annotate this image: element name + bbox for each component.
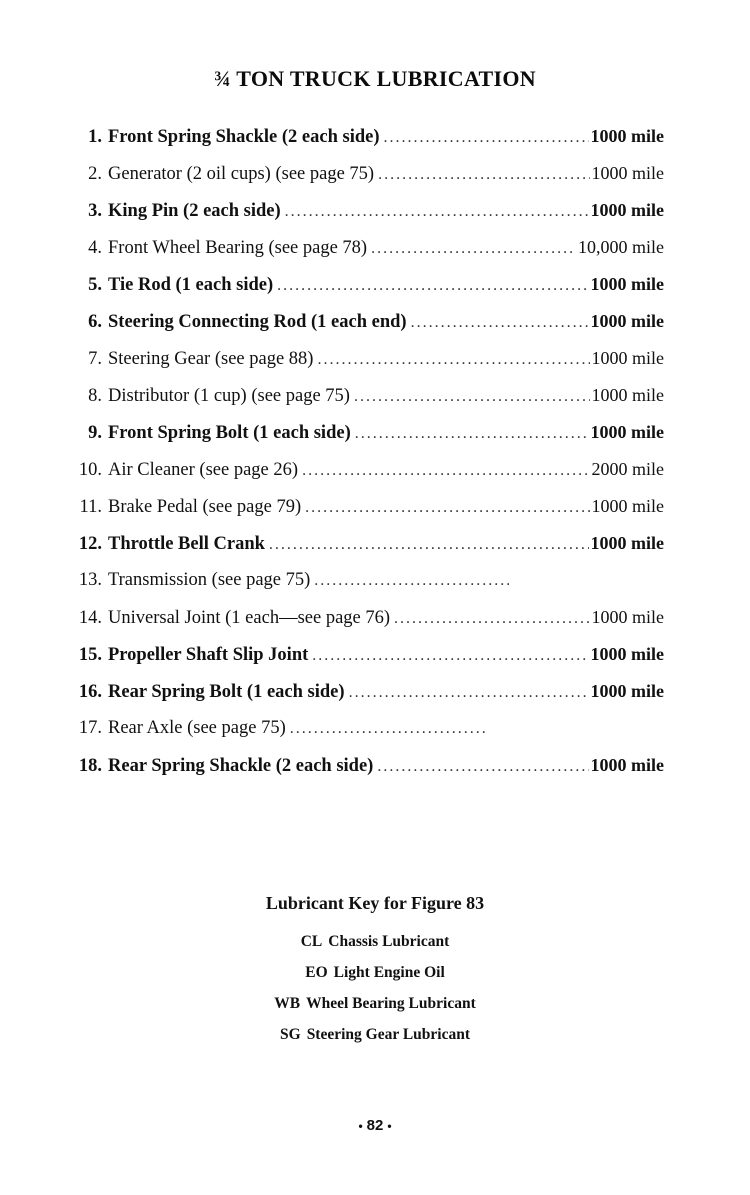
- item-number: 14.: [78, 608, 102, 628]
- key-label: Chassis Lubricant: [328, 933, 450, 950]
- key-entry: [0, 1019, 750, 1050]
- dot-leader: [355, 415, 589, 452]
- dot-leader: [384, 119, 589, 156]
- item-number: 10.: [78, 460, 102, 480]
- list-item: [72, 636, 664, 673]
- item-interval: 2000 mile: [591, 459, 664, 479]
- dot-leader: [290, 710, 485, 747]
- dot-leader: [349, 674, 589, 711]
- item-number: 2.: [88, 164, 102, 184]
- dot-leader: [277, 267, 588, 304]
- dot-leader: [394, 600, 589, 637]
- item-interval: 1000 mile: [590, 755, 664, 775]
- item-name: Steering Connecting Rod (1 each end): [108, 312, 407, 332]
- dot-leader: [314, 562, 509, 599]
- item-interval: 10,000 mile: [578, 237, 664, 257]
- list-item: [72, 340, 664, 377]
- page-number-value: 82: [366, 1117, 384, 1134]
- item-name: Front Spring Bolt (1 each side): [108, 423, 351, 443]
- list-item: [72, 710, 664, 747]
- dot-leader: [378, 156, 589, 193]
- item-name: Transmission (see page 75): [108, 570, 311, 590]
- page-number: [0, 1117, 750, 1134]
- item-name: Tie Rod (1 each side): [108, 275, 274, 295]
- item-name: Rear Spring Shackle (2 each side): [108, 756, 374, 776]
- dot-leader: [377, 748, 588, 785]
- dot-leader: [411, 304, 589, 341]
- item-interval: 1000 mile: [590, 681, 664, 701]
- item-number: 13.: [78, 570, 102, 590]
- item-number: 16.: [78, 682, 102, 702]
- list-item: [72, 747, 664, 784]
- item-name: Rear Axle (see page 75): [108, 718, 286, 738]
- list-item: [72, 118, 664, 155]
- dot-leader: [305, 489, 589, 526]
- item-name: Air Cleaner (see page 26): [108, 460, 299, 480]
- dot-leader: [285, 193, 589, 230]
- item-interval: 1000 mile: [590, 311, 664, 331]
- item-name: Brake Pedal (see page 79): [108, 497, 302, 517]
- list-item: [72, 673, 664, 710]
- item-name: Generator (2 oil cups) (see page 75): [108, 164, 375, 184]
- item-number: 9.: [88, 423, 102, 443]
- item-name: Propeller Shaft Slip Joint: [108, 645, 309, 665]
- item-number: 7.: [88, 349, 102, 369]
- item-interval: 1000 mile: [591, 496, 664, 516]
- lubrication-list: [72, 118, 664, 784]
- dot-leader: [302, 452, 589, 489]
- item-interval: 1000 mile: [590, 533, 664, 553]
- item-number: 17.: [78, 718, 102, 738]
- item-interval: 1000 mile: [591, 607, 664, 627]
- list-item: [72, 377, 664, 414]
- key-label: Light Engine Oil: [333, 964, 445, 981]
- key-code: SG: [280, 1026, 301, 1043]
- key-entry: [0, 988, 750, 1019]
- list-item: [72, 599, 664, 636]
- item-name: Front Wheel Bearing (see page 78): [108, 238, 368, 258]
- dot-leader: [371, 230, 576, 267]
- item-name: Universal Joint (1 each—see page 76): [108, 608, 391, 628]
- list-item: [72, 562, 664, 599]
- item-number: 15.: [78, 645, 102, 665]
- item-number: 12.: [78, 534, 102, 554]
- item-interval: 1000 mile: [591, 385, 664, 405]
- list-item: [72, 414, 664, 451]
- item-interval: 1000 mile: [591, 348, 664, 368]
- list-item: [72, 525, 664, 562]
- dot-leader: [269, 526, 589, 563]
- item-number: 4.: [88, 238, 102, 258]
- key-entry: [0, 926, 750, 957]
- item-name: Front Spring Shackle (2 each side): [108, 127, 380, 147]
- item-number: 1.: [88, 127, 102, 147]
- list-item: [72, 303, 664, 340]
- list-item: [72, 192, 664, 229]
- list-item: [72, 155, 664, 192]
- item-interval: 1000 mile: [590, 126, 664, 146]
- list-item: [72, 266, 664, 303]
- item-interval: 1000 mile: [591, 163, 664, 183]
- item-number: 3.: [88, 201, 102, 221]
- item-number: 11.: [79, 497, 102, 517]
- item-name: Distributor (1 cup) (see page 75): [108, 386, 350, 406]
- key-label: Wheel Bearing Lubricant: [306, 995, 476, 1012]
- item-number: 6.: [88, 312, 102, 332]
- page-title: ¾ TON TRUCK LUBRICATION: [214, 66, 536, 91]
- item-number: 5.: [88, 275, 102, 295]
- item-interval: 1000 mile: [590, 200, 664, 220]
- lubricant-key-title: Lubricant Key for Figure 83: [265, 893, 485, 913]
- item-number: 18.: [78, 756, 102, 776]
- item-name: King Pin (2 each side): [108, 201, 281, 221]
- dot-leader: [354, 378, 590, 415]
- item-interval: 1000 mile: [590, 274, 664, 294]
- key-entry: [0, 957, 750, 988]
- dot-leader: [317, 341, 589, 378]
- lubricant-key: [0, 893, 750, 1050]
- item-interval: 1000 mile: [590, 422, 664, 442]
- item-interval: 1000 mile: [590, 644, 664, 664]
- key-label: Steering Gear Lubricant: [306, 1026, 470, 1043]
- item-number: 8.: [88, 386, 102, 406]
- item-name: Steering Gear (see page 88): [108, 349, 314, 369]
- list-item: [72, 488, 664, 525]
- key-code: EO: [305, 964, 328, 981]
- item-name: Rear Spring Bolt (1 each side): [108, 682, 345, 702]
- list-item: [72, 451, 664, 488]
- dot-leader: [312, 637, 588, 674]
- key-code: CL: [300, 933, 323, 950]
- item-name: Throttle Bell Crank: [108, 534, 265, 554]
- key-code: WB: [274, 995, 301, 1012]
- bullet-icon: •: [387, 1119, 392, 1134]
- list-item: [72, 229, 664, 266]
- bullet-icon: •: [358, 1119, 363, 1134]
